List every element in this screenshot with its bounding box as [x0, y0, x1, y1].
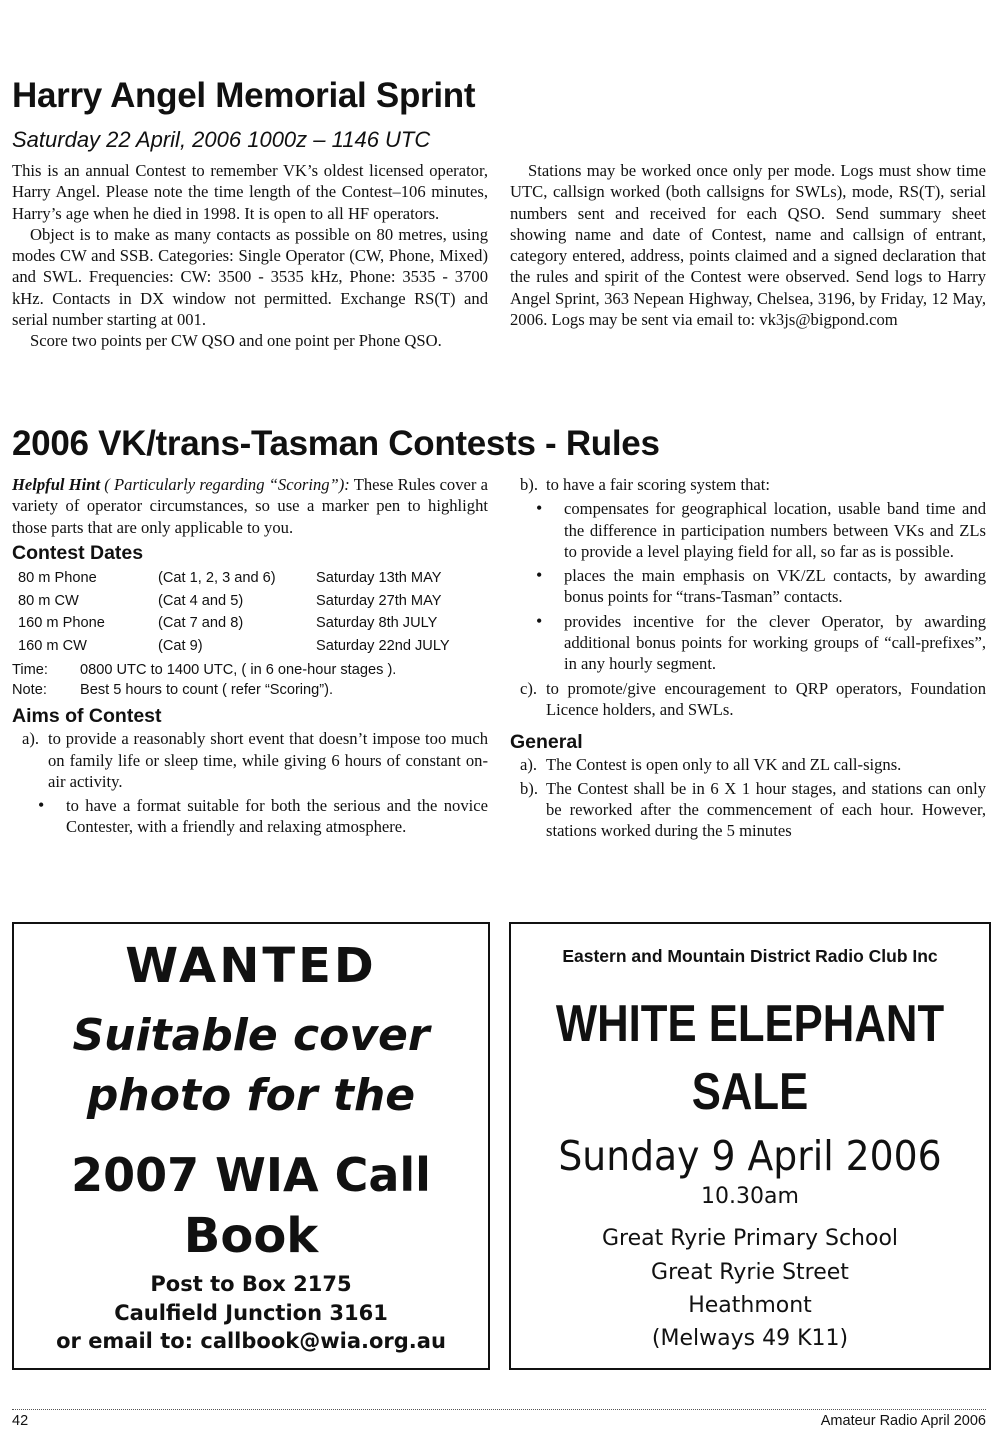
- helpful-hint: [12, 474, 488, 538]
- page-number: 42: [12, 1413, 29, 1429]
- aim-a-bullet-text: to have a format suitable for both the serious and the novice Contester, with a friendly and relaxing atmosphere.: [66, 796, 488, 837]
- wanted-post-2: Caulfield Junction 3161: [114, 1301, 388, 1325]
- sprint-paragraph-intro: This is an annual Contest to remember VK’s oldest licensed operator, Harry Angel. Please note the time length of the Contest–106 minutes, Harry’s age when he died in 1998. It is open to all HF operators.: [12, 161, 488, 223]
- general-b-text: The Contest shall be in 6 X 1 hour stages, and stations can only be reworked after the commencement of each hour. However, stations worked during the 5 minutes: [546, 778, 986, 841]
- date-band: 80 m Phone: [18, 570, 97, 587]
- aim-b-bullet-2: [510, 565, 986, 608]
- rules-right-column: [510, 474, 986, 841]
- venue-melways: (Melways 49 K11): [651, 1326, 849, 1351]
- sprint-subtitle: Saturday 22 April, 2006 1000z – 1146 UTC: [12, 127, 431, 152]
- aim-b-bullet-1: [510, 498, 986, 562]
- general-list: [510, 754, 986, 841]
- wanted-headline: WANTED: [125, 938, 377, 994]
- date-band: 160 m CW: [18, 637, 87, 654]
- aims-list-left: [12, 728, 488, 837]
- aim-b-text: to have a fair scoring system that:: [546, 475, 770, 494]
- general-b-marker: b).: [520, 778, 538, 798]
- aim-b: [510, 474, 986, 495]
- white-elephant-ad: [509, 922, 991, 1370]
- contest-date-row: [18, 589, 486, 612]
- wanted-line-4: Book: [183, 1208, 319, 1264]
- aim-c-marker: c).: [520, 678, 538, 698]
- note-text: Best 5 hours to count ( refer “Scoring”).: [80, 682, 334, 699]
- aims-heading: Aims of Contest: [12, 705, 162, 728]
- contest-date-row: [18, 612, 486, 635]
- aim-b-bullet-text: compensates for geographical location, usable band time and the difference in participation numbers between VKs and ZLs to provide a level playing field for all, so far as is possible.: [564, 499, 986, 561]
- note-row: [12, 680, 488, 700]
- date-category: (Cat 1, 2, 3 and 6): [158, 570, 276, 587]
- note-label: Note:: [12, 682, 47, 699]
- sprint-paragraph-score: Score two points per CW QSO and one point per Phone QSO.: [30, 331, 442, 351]
- wanted-post-1: Post to Box 2175: [150, 1272, 352, 1296]
- venue-school: Great Ryrie Primary School: [601, 1226, 899, 1251]
- contest-dates-table: [18, 567, 486, 657]
- sprint-left-column: [12, 160, 488, 352]
- date-day: Saturday 27th MAY: [316, 592, 442, 609]
- time-text: 0800 UTC to 1400 UTC, ( in 6 one-hour stages ).: [80, 662, 397, 679]
- date-band: 160 m Phone: [18, 615, 105, 632]
- wanted-line-2: photo for the: [86, 1070, 416, 1121]
- aim-c: [510, 678, 986, 721]
- rules-left-column: [12, 474, 488, 838]
- sale-title-1: WHITE ELEPHANT: [555, 995, 945, 1053]
- footer-rule: [12, 1409, 986, 1410]
- aim-b-marker: b).: [520, 475, 538, 494]
- wanted-email: or email to: callbook@wia.org.au: [56, 1329, 446, 1353]
- general-b: [510, 778, 986, 842]
- wanted-line-3: 2007 WIA Call: [71, 1148, 431, 1202]
- sprint-title: Harry Angel Memorial Sprint: [12, 76, 476, 115]
- time-label: Time:: [12, 662, 48, 679]
- aim-c-text: to promote/give encouragement to QRP operators, Foundation Licence holders, and SWLs.: [546, 678, 986, 719]
- sprint-paragraph-logs: Stations may be worked once only per mode. Logs must show time UTC, callsign worked (both callsigns for SWLs), mode, RS(T), serial numbers sent and received for each QSO. Send summary sheet showing name and date of Contest, name and callsign of entrant, category entered, address, points claimed and a signed declaration that the rules and spirit of the Contest were observed. Send logs to Harry Angel Sprint, 363 Nepean Highway, Chelsea, 3196, by Friday, 12 May, 2006. Logs may be sent via email to: vk3js@bigpond.com: [510, 161, 986, 330]
- bullet-dot: •: [536, 610, 543, 631]
- date-category: (Cat 4 and 5): [158, 592, 244, 609]
- aim-a: [12, 728, 488, 792]
- wanted-ad: [12, 922, 490, 1370]
- date-category: (Cat 7 and 8): [158, 615, 244, 632]
- general-a-text: The Contest is open only to all VK and ZL call-signs.: [546, 755, 902, 775]
- aim-b-bullet-text: places the main emphasis on VK/ZL contacts, by awarding bonus points for “trans-Tasman” contacts.: [564, 566, 986, 607]
- contest-date-row: [18, 635, 486, 658]
- date-day: Saturday 22nd JULY: [316, 637, 450, 654]
- date-category: (Cat 9): [158, 637, 203, 654]
- club-name: Eastern and Mountain District Radio Club Inc: [562, 946, 938, 966]
- aim-a-marker: a).: [22, 729, 40, 749]
- hint-label: Helpful Hint: [12, 475, 101, 494]
- general-heading: General: [510, 731, 583, 754]
- general-a: [510, 754, 986, 775]
- aims-list-right: [510, 474, 986, 720]
- sprint-right-column: [510, 160, 986, 330]
- venue-street: Great Ryrie Street: [651, 1260, 849, 1285]
- sale-title-2: SALE: [691, 1063, 809, 1121]
- sale-date: Sunday 9 April 2006: [558, 1132, 942, 1180]
- aim-b-bullet-3: [510, 611, 986, 675]
- contest-dates-heading: Contest Dates: [12, 541, 144, 564]
- bullet-dot: •: [536, 498, 543, 519]
- bullet-dot: •: [38, 795, 45, 816]
- rules-title: 2006 VK/trans-Tasman Contests - Rules: [12, 424, 660, 463]
- date-day: Saturday 13th MAY: [316, 570, 442, 587]
- date-day: Saturday 8th JULY: [316, 615, 438, 632]
- aim-b-bullet-text: provides incentive for the clever Operator, by awarding additional bonus points for working groups of “call-prefixes”, in any hourly segment.: [564, 611, 986, 674]
- contest-date-row: [18, 567, 486, 590]
- time-row: [12, 660, 488, 680]
- hint-paren: ( Particularly regarding “Scoring”):: [100, 475, 350, 494]
- hint-text: These Rules cover a variety of operator circumstances, so use a marker pen to highlight those parts that are only applicable to you.: [12, 475, 488, 537]
- aim-a-text: to provide a reasonably short event that doesn’t impose too much on family life or sleep time, while giving 6 hours of constant on-air activity.: [48, 729, 488, 791]
- wanted-line-1: Suitable cover: [72, 1010, 430, 1061]
- sale-time: 10.30am: [701, 1184, 799, 1209]
- aim-a-bullet: [12, 795, 488, 838]
- sprint-paragraph-object: Object is to make as many contacts as possible on 80 metres, using modes CW and SSB. Categories: Single Operator (CW, Phone, Mixed) and SWL. Frequencies: CW: 3500 - 3535 kHz, Phone: 3535 - 3700 kHz. Contacts in DX window not permitted. Exchange RS(T) and serial number starting at 001.: [12, 224, 488, 330]
- bullet-dot: •: [536, 565, 543, 586]
- date-band: 80 m CW: [18, 592, 79, 609]
- general-a-marker: a).: [520, 755, 538, 775]
- venue-suburb: Heathmont: [688, 1293, 812, 1318]
- publication-name: Amateur Radio April 2006: [820, 1413, 986, 1429]
